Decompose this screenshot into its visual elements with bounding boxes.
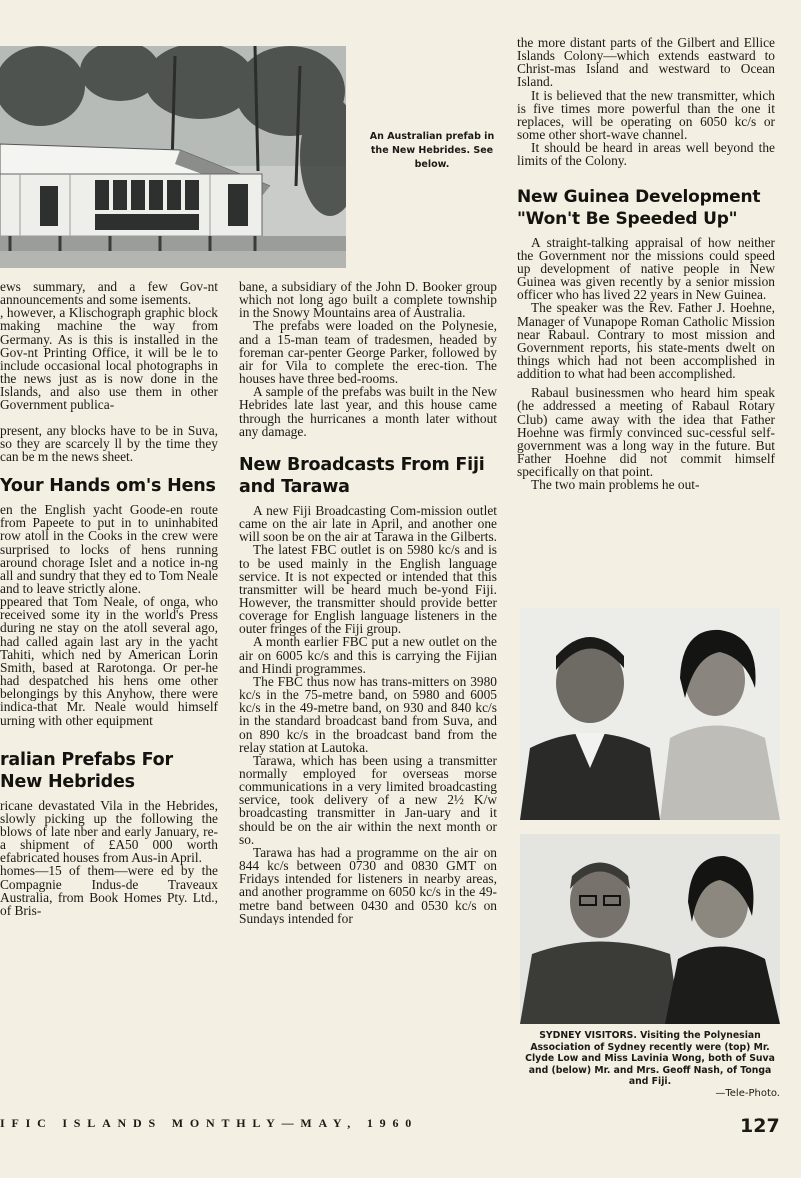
visitors-top-illustration — [520, 608, 780, 820]
left-paragraph-4: en the English yacht Goode-en route from Papeete to put in to uninhabited row atoll in the Cooks in the crew were surprised to locks of hens running around chorage Islet and a notice in-ng all and sundry that they ed to Tom Neale and to leave strictly alone. — [0, 502, 218, 596]
right-paragraph-6: Rabaul businessmen who heard him speak (he addressed a meeting of Rabaul Rotary Club) came away with the idea that Father Hoehne was firmly convinced suc-cessful self-government was a long way in the future. But Father Hoehne did not commit himself specifically on that point. — [517, 385, 775, 480]
middle-paragraph-1: bane, a subsidiary of the John D. Booker group which not long ago built a complete township in the Snowy Mountains area of Australia. — [239, 280, 497, 321]
visitors-bottom-illustration — [520, 834, 780, 1024]
prefab-photo-caption: An Australian prefab in the New Hebrides. See below. — [369, 131, 495, 170]
middle-paragraph-5: The latest FBC outlet is on 5980 kc/s and is to be used mainly in the English language service. It is not expected or intended that this transmitter will be heard much be-yond Fiji. However, the transmitter should provide better coverage for English language listeners in the outer fringes of the Fiji group. — [239, 542, 497, 637]
right-heading-new-guinea: New Guinea Development "Won't Be Speeded Up" — [517, 186, 761, 229]
middle-paragraph-3: A sample of the prefabs was built in the New Hebrides late last year, and this house came through the hurricanes a month later without any damage. — [239, 384, 497, 439]
prefab-house-photo — [0, 46, 346, 268]
middle-paragraph-4: A new Fiji Broadcasting Com-mission outlet came on the air late in April, and another one will soon be on the air at Tarawa in the Gilberts. — [239, 502, 497, 545]
right-paragraph-7: The two main problems he out- — [531, 477, 700, 492]
right-paragraph-4: A straight-talking appraisal of how neither the Government nor the missions could speed up development of native people in New Guinea was given recently by a senior mission officer who has lived 22 years in New Guinea. — [517, 234, 775, 303]
left-paragraph-6: ricane devastated Vila in the Hebrides, slowly picking up the following the blows of late nber and early January, re-a shipment of £A50 000 worth efabricated houses from Aus-in April. — [0, 797, 218, 866]
left-paragraph-7: homes—15 of them—were ed by the Compagnie Indus-de Traveaux Australia, from Book Homes Pty. Ltd., of Bris- — [0, 863, 218, 918]
middle-paragraph-8: Tarawa, which has been using a transmitter normally employed for overseas morse communications in a very limited broadcasting service, took delivery of a new 2½ K/w broadcasting transmitter in Jan-uary and it should be on the air within the next month or so. — [239, 752, 497, 847]
page-number: 127 — [740, 1115, 780, 1137]
middle-paragraph-9: Tarawa has had a programme on the air on 844 kc/s between 0730 and 0830 GMT on Fridays intended for listeners in nearby areas, and another programme on 6050 kc/s in the 49-metre band between 0430 and 0530 kc/s on Sundays intended for — [239, 844, 497, 925]
middle-paragraph-6: A month earlier FBC put a new outlet on the air on 6005 kc/s and this is carrying the Fijian and Hindi programmes. — [239, 634, 497, 676]
prefab-house-illustration — [0, 46, 346, 268]
visitors-photo-caption: SYDNEY VISITORS. Visiting the Polynesian Association of Sydney recently were (top) Mr. Clyde Low and Miss Lavinia Wong, both of Suva and (below) Mr. and Mrs. Geoff Nash, of Tonga and Fiji. — [525, 1030, 775, 1088]
left-heading-your-hands: Your Hands om's Hens — [0, 476, 216, 497]
photo-credit: —Tele-Photo. — [715, 1088, 780, 1099]
middle-column — [239, 280, 497, 925]
visitors-photo-top — [520, 608, 780, 820]
left-paragraph-3: present, any blocks have to be in Suva, so they are scarcely ll by the time they can be m the news sheet. — [0, 422, 218, 464]
left-paragraph-2: , however, a Klischograph graphic block making machine the way from Germany. As is this is installed in the Gov-nt Printing Office, it will be le to include occasional local photographs in the news just as is now done in the Islands, and also use them in other Government publica- — [0, 305, 218, 413]
left-paragraph-5: ppeared that Tom Neale, of onga, who received some ity in the world's Press during ne stay on the atoll several ago, had called again last ary in the yacht Tahiti, which ned by American Lorin Smith, based at Rarotonga. Or per-he had despatched his hens ome other belongings by this Anyhow, there were indica-that Mr. Neale would himself urning with other equipment — [0, 594, 218, 728]
running-footer: IFIC ISLANDS MONTHLY—MAY, 1960 — [0, 1116, 419, 1130]
visitors-photo-bottom — [520, 834, 780, 1024]
middle-paragraph-2: The prefabs were loaded on the Polynesie, and a 15-man team of tradesmen, headed by foreman car-penter George Parker, followed by air for Vila to complete the erec-tion. The houses have three bed-rooms. — [239, 318, 497, 387]
left-column — [0, 280, 218, 917]
right-column — [517, 36, 775, 492]
right-paragraph-2: It is believed that the new transmitter, which is five times more powerful than the one it replaces, will be operating on 6050 kc/s or some other short-wave channel. — [517, 87, 775, 143]
right-paragraph-3: It should be heard in areas well beyond the limits of the Colony. — [517, 140, 775, 169]
right-paragraph-1: the more distant parts of the Gilbert and Ellice Islands Colony—which extends eastward to Christ-mas Island and westward to Ocean Island. — [517, 36, 775, 90]
middle-paragraph-7: The FBC thus now has trans-mitters on 3980 kc/s in the 75-metre band, on 5980 and 6005 kc/s in the 49-metre band, on 930 and 840 kc/s in the standard broadcast band from Suva, and on 890 kc/s in the broadcast band from the relay station at Lautoka. — [239, 673, 497, 755]
left-heading-prefabs: ralian Prefabs For New Hebrides — [0, 749, 173, 792]
left-paragraph-1: ews summary, and a few Gov-nt announcements and some isements. — [0, 280, 218, 308]
right-paragraph-5: The speaker was the Rev. Father J. Hoehne, Manager of Vunapope Roman Catholic Mission near Rabaul. Contrary to most mission and Government reports, his state-ments dwelt on things which had not been accomplished in addition to what had been accomplished. — [517, 300, 775, 382]
middle-heading-broadcasts: New Broadcasts From Fiji and Tarawa — [239, 454, 485, 497]
